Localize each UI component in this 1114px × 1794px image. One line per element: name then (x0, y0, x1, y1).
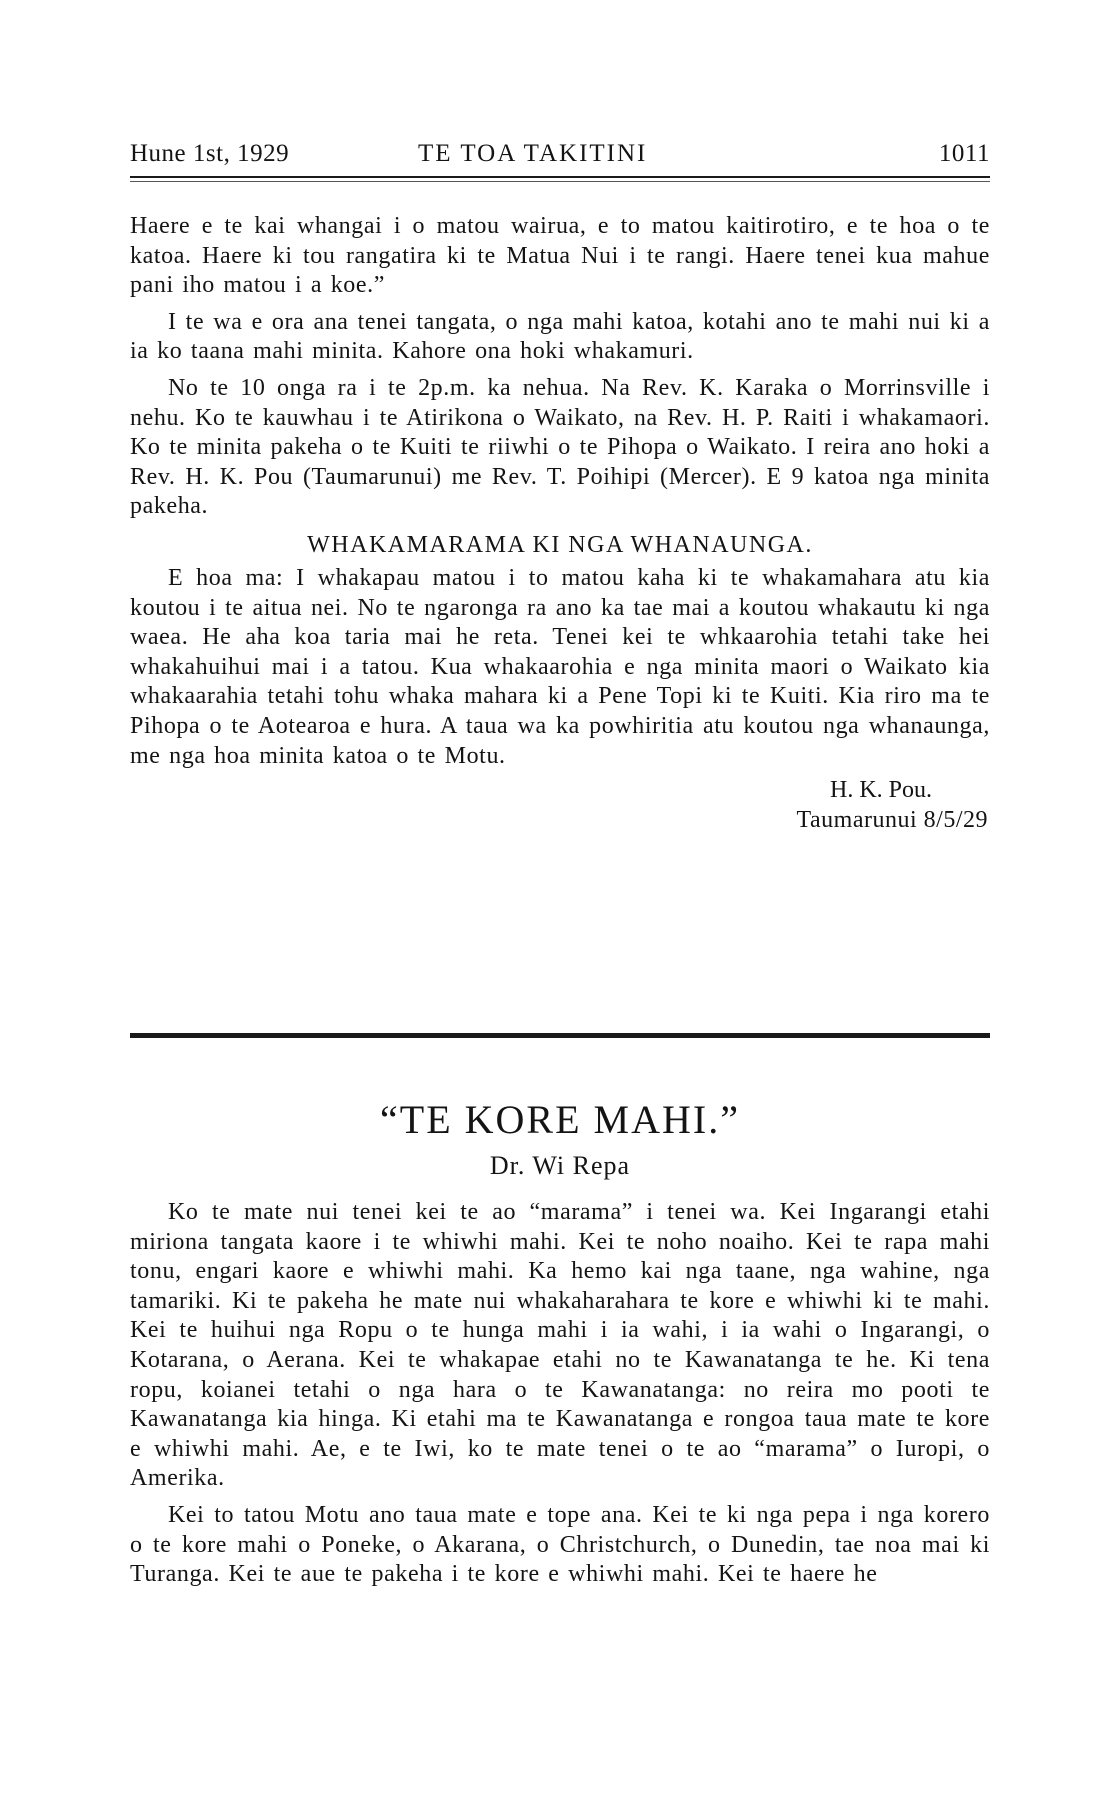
running-header (130, 140, 990, 176)
article-title: “TE KORE MAHI.” (380, 1097, 740, 1142)
article-paragraph-2: Kei to tatou Motu ano taua mate e tope ana. Kei te ki nga pepa i nga korero o te kore mahi o Poneke, o Akarana, o Christchurch, o Dunedin, tae noa mai ki Turanga. Kei te aue te pakeha i te kore e whiwhi mahi. Kei te haere he (130, 1501, 990, 1588)
section-heading: WHAKAMARAMA KI NGA WHANAUNGA. (307, 531, 813, 558)
article-paragraph-1: Ko te mate nui tenei kei te ao “marama” i tenei wa. Kei Ingarangi etahi miriona tangata kaore i te whiwhi mahi. Kei te noho noaiho. Kei te rapa mahi tonu, engari kaore e whiwhi mahi. Ka hemo kai nga taane, nga wahine, nga tamariki. Ki te pakeha he mate nui whakaharahara te kore e whiwhi ki te mahi. Kei te huihui nga Ropu o te hunga mahi i ia wahi, i ia wahi o Ingarangi, o Kotarana, o Aerana. Kei te whakapae etahi no te Kawanatanga te he. Ki tena ropu, koianei tetahi o nga hara o te Kawanatanga: no reira mo pooti te Kawanatanga kia hinga. Ki etahi ma te Kawanatanga e rongoa taua mate te kore e whiwhi mahi. Ae, e te Iwi, ko te mate tenei o te ao “marama” o Iuropi, o Amerika. (130, 1199, 990, 1492)
journal-title: TE TOA TAKITINI (418, 140, 648, 167)
paragraph-notice: E hoa ma: I whakapau matou i to matou kaha ki te whakamahara atu kia koutou i te aitua nei. No te ngaronga ra ano ka tae mai a koutou whakautu ki nga waea. He aha koa taria mai he reta. Tenei kei te whkaarohia tetahi take hei whakahuihui mai i a tatou. Kua whakaarohia e nga minita maori o Waikato kia whakaarahia tetahi tohu whaka mahara ki a Pene Topi ki te Kuiti. Kia riro ma te Pihopa o te Aotearoa e hura. A taua wa ka powhiritia atu koutou nga whanaunga, me nga hoa minita katoa o te Motu. (130, 564, 990, 769)
page-number: 1011 (938, 140, 990, 167)
paragraph-burial: No te 10 onga ra i te 2p.m. ka nehua. Na Rev. K. Karaka o Morrinsville i nehu. Ko te kauwhau i te Atirikona o Waikato, na Rev. H. P. Raiti i whakamaori. Ko te minita pakeha o te Kuiti te riiwhi o te Pihopa o Waikato. I reira ano hoki a Rev. H. K. Pou (Taumarunui) me Rev. T. Poihipi (Mercer). E 9 katoa nga minita pakeha. (130, 374, 990, 520)
signature: H. K. Pou. (829, 777, 932, 804)
header-rule-thin (130, 181, 990, 182)
paragraph-farewell: Haere e te kai whangai i o matou wairua, e to matou kaitirotiro, e te hoa o te katoa. Haere ki tou rangatira ki te Matua Nui i te rangi. Haere tenei kua mahue pani iho matou i a koe.” (130, 213, 990, 299)
column-upper (130, 212, 990, 835)
section-divider (130, 1033, 990, 1038)
column-article (130, 1198, 990, 1590)
article-byline: Dr. Wi Repa (489, 1151, 631, 1180)
issue-date: Hune 1st, 1929 (130, 140, 290, 167)
header-rule (130, 176, 990, 178)
place-date: Taumarunui 8/5/29 (796, 807, 988, 834)
paragraph-ministry: I te wa e ora ana tenei tangata, o nga mahi katoa, kotahi ano te mahi nui ki a ia ko taana mahi minita. Kahore ona hoki whakamuri. (130, 308, 990, 365)
